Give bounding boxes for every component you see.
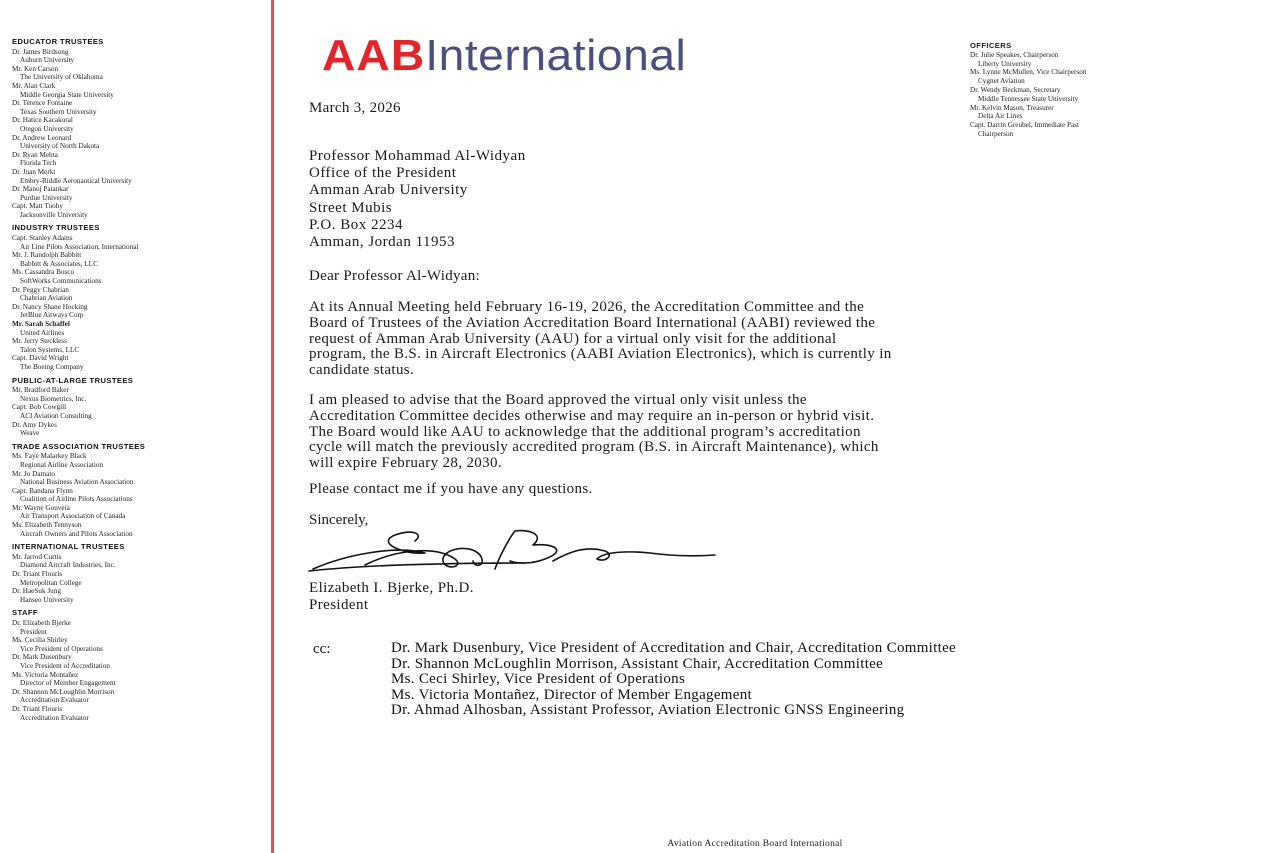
salutation: Dear Professor Al-Widyan:	[309, 268, 481, 284]
cc-item: Ms. Ceci Shirley, Vice President of Operations	[391, 671, 686, 688]
trustee-affiliation: Air Transport Association of Canada	[20, 512, 126, 521]
aabi-logo	[322, 31, 687, 80]
trustee-entry	[12, 619, 262, 636]
cc-list	[391, 641, 1261, 719]
trustee-entry	[12, 636, 262, 653]
trustee-affiliation: Director of Member Engagement	[20, 679, 116, 688]
trustee-name: Capt. Bandana Flynn	[12, 486, 73, 495]
paragraph-line: Board of Trustees of the Aviation Accreditation Board International (AABI) reviewed the	[309, 314, 876, 331]
trustee-name: Ms. Cassandra Bosco	[12, 268, 75, 277]
officers-list	[970, 42, 1260, 139]
trustee-name: Mr. Jerry Steckless	[12, 337, 67, 346]
address-line: P.O. Box 2234	[309, 216, 404, 233]
trustee-affiliation: Accreditation Evaluator	[20, 713, 89, 722]
trustee-affiliation: National Business Aviation Association	[20, 478, 134, 487]
trustee-name: Dr. James Birdsong	[12, 47, 69, 56]
trustee-affiliation: Embry-Riddle Aeronautical University	[20, 176, 132, 185]
trustee-affiliation: SoftWorks Communications	[20, 277, 102, 286]
cc-item: Dr. Shannon McLoughlin Morrison, Assistant Chair, Accreditation Committee	[391, 655, 884, 672]
trustee-group-title: PUBLIC-AT-LARGE TRUSTEES	[12, 375, 134, 385]
trustee-name: Ms. Elizabeth Tennyson	[12, 521, 82, 530]
trustee-affiliation: Jacksonville University	[20, 210, 88, 219]
trustee-name: Mr. Alan Clark	[12, 81, 56, 90]
trustee-name: Dr. Mark Dusenbury	[12, 653, 72, 662]
officer-name: Ms. Lynne McMullen, Vice Chairperson	[970, 68, 1087, 77]
logo-international: International	[425, 31, 687, 80]
trustee-affiliation: Regional Airline Association	[20, 460, 104, 469]
trustee-entry	[12, 303, 262, 320]
trustee-name: Mr. Jarrod Curtis	[12, 552, 62, 561]
trustee-group	[12, 443, 262, 539]
paragraph-line: I am pleased to advise that the Board approved the virtual only visit unless the	[309, 392, 807, 408]
trustee-entry	[12, 421, 262, 438]
officers-title: OFFICERS	[970, 41, 1012, 50]
trustee-entry	[12, 671, 262, 688]
officer-affiliation: Delta Air Lines	[978, 112, 1023, 121]
trustee-entry	[12, 653, 262, 670]
trustee-name: Mr. J. Randolph Babbitt	[12, 251, 82, 260]
trustee-affiliation: The University of Oklahoma	[20, 73, 103, 82]
trustee-entry	[12, 286, 262, 303]
letter-date: March 3, 2026	[309, 100, 401, 116]
trustee-name: Dr. Terence Fontaine	[12, 99, 73, 108]
trustee-entry	[12, 487, 262, 504]
trustee-entry	[12, 452, 262, 469]
trustee-entry	[12, 470, 262, 487]
paragraph-line: request of Amman Arab University (AAU) for a virtual only visit for the additional	[309, 330, 837, 347]
trustee-affiliation: Chabrian Aviation	[20, 294, 73, 303]
trustee-name: Capt. Stanley Adams	[12, 234, 73, 243]
address-line: Amman, Jordan 11953	[309, 234, 456, 251]
trustee-affiliation: Weave	[20, 429, 40, 438]
trustee-entry	[12, 553, 262, 570]
letterhead-divider	[271, 0, 274, 853]
trustee-name: Dr. Peggy Chabrian	[12, 285, 69, 294]
handwritten-signature	[305, 525, 725, 580]
trustee-affiliation: Air Line Pilots Association, International	[20, 242, 139, 251]
trustee-entry	[12, 570, 262, 587]
trustee-name: Mr. Wayne Gouveia	[12, 503, 70, 512]
trustee-entry	[12, 48, 262, 65]
trustee-name: Dr. Juan Merkt	[12, 167, 56, 176]
trustee-group	[12, 38, 262, 219]
closing: Sincerely,	[309, 512, 369, 528]
trustee-group-title: INTERNATIONAL TRUSTEES	[12, 542, 125, 552]
address-line: Amman Arab University	[309, 182, 468, 199]
trustee-group-title: EDUCATOR TRUSTEES	[12, 37, 104, 46]
officer-name: Capt. Darrin Greubel, Immediate Past	[970, 121, 1079, 130]
trustee-name: Dr. Elizabeth Bjerke	[12, 619, 71, 627]
paragraph-line: The Board would like AAU to acknowledge that the additional program’s accreditation	[309, 423, 861, 440]
trustee-entry	[12, 251, 262, 268]
trustee-name: Dr. HaeSuk Jung	[12, 587, 61, 596]
body-paragraph-2	[309, 393, 1259, 472]
trustee-group	[12, 609, 262, 722]
trustee-affiliation: Babbitt & Associates, LLC	[20, 259, 98, 268]
body-paragraph-1	[309, 300, 1259, 379]
trustee-entry	[12, 202, 262, 219]
trustee-affiliation: JetBlue Airways Corp	[20, 311, 84, 320]
trustee-affiliation: Auburn University	[20, 56, 75, 65]
trustee-entry	[12, 116, 262, 133]
trustee-affiliation: ACI Aviation Consulting	[20, 411, 92, 420]
trustee-entry	[12, 688, 262, 705]
officer-affiliation: Chairperson	[978, 129, 1014, 138]
trustee-group-title: INDUSTRY TRUSTEES	[12, 223, 100, 233]
trustee-name: Capt. Bob Cowgill	[12, 403, 67, 412]
signer-name: Elizabeth I. Bjerke, Ph.D.	[309, 580, 474, 596]
trustee-name: Mr. Sarah Schaffel	[12, 320, 70, 328]
trustee-entry	[12, 320, 262, 337]
paragraph-line: will expire February 28, 2030.	[309, 455, 502, 472]
trustee-affiliation: Oregon University	[20, 124, 74, 133]
trustee-name: Dr. Manoj Patankar	[12, 185, 69, 194]
trustee-entry	[12, 504, 262, 521]
trustees-sidebar	[12, 38, 262, 727]
cc-label: cc:	[313, 641, 331, 657]
trustee-entry	[12, 134, 262, 151]
trustee-group	[12, 377, 262, 438]
trustee-entry	[12, 403, 262, 420]
trustee-entry	[12, 185, 262, 202]
trustee-affiliation: The Boeing Company	[20, 362, 84, 371]
trustee-affiliation: Hanseo University	[20, 595, 74, 604]
trustee-name: Capt. David Wright	[12, 354, 69, 363]
trustee-affiliation: Nexus Biometrics, Inc.	[20, 394, 87, 403]
trustee-affiliation: Aircraft Owners and Pilots Association	[20, 529, 133, 538]
trustee-affiliation: Talon Systems, LLC	[20, 345, 80, 354]
trustee-affiliation: Middle Georgia State University	[20, 90, 114, 99]
trustee-name: Dr. Nancy Shane Hocking	[12, 302, 88, 311]
trustee-entry	[12, 386, 262, 403]
trustee-name: Ms. Faye Malarkey Black	[12, 452, 87, 461]
trustee-entry	[12, 82, 262, 99]
trustee-entry	[12, 151, 262, 168]
trustee-name: Dr. Andrew Leonard	[12, 133, 72, 142]
trustee-entry	[12, 705, 262, 722]
trustee-group-title: STAFF	[12, 608, 38, 618]
trustee-affiliation: Vice President of Accreditation	[20, 661, 110, 670]
trustee-name: Dr. Triant Flouris	[12, 704, 63, 713]
trustee-affiliation: Vice President of Operations	[20, 644, 103, 653]
trustee-affiliation: United Airlines	[20, 328, 65, 337]
cc-item: Ms. Victoria Montañez, Director of Member Engagement	[391, 686, 752, 703]
trustee-entry	[12, 268, 262, 285]
trustee-name: Dr. Shannon McLoughlin Morrison	[12, 687, 115, 696]
trustee-group	[12, 543, 262, 604]
officer-name: Dr. Wendy Beckman, Secretary	[970, 85, 1061, 94]
trustee-entry	[12, 168, 262, 185]
officer-affiliation: Cygnet Aviation	[978, 77, 1025, 86]
signer-title: President	[309, 597, 369, 613]
trustee-entry	[12, 337, 262, 354]
logo-aab: AAB	[322, 31, 426, 80]
trustee-name: Ms. Victoria Montañez	[12, 670, 79, 679]
signer-block	[309, 580, 1259, 614]
trustee-name: Dr. Ryan Mehta	[12, 150, 58, 159]
officers-entries	[970, 51, 1260, 139]
cc-item: Dr. Mark Dusenbury, Vice President of Accreditation and Chair, Accreditation Committee	[391, 640, 956, 656]
officer-affiliation: Middle Tennessee State University	[978, 94, 1079, 103]
trustee-affiliation: Accreditation Evaluator	[20, 696, 89, 705]
trustee-affiliation: Metropolitan College	[20, 578, 82, 587]
paragraph-line: cycle will match the previously accredited program (B.S. in Aircraft Maintenance), which	[309, 439, 879, 456]
trustee-group-title: TRADE ASSOCIATION TRUSTEES	[12, 441, 146, 451]
address-line: Professor Mohammad Al-Widyan	[309, 148, 526, 164]
trustee-name: Dr. Hatice Kacakoral	[12, 116, 73, 125]
trustee-entry	[12, 587, 262, 604]
trustee-name: Ms. Cecilia Shirley	[12, 636, 68, 645]
paragraph-line: At its Annual Meeting held February 16-19, 2026, the Accreditation Committee and the	[309, 299, 865, 315]
trustee-group	[12, 224, 262, 371]
trustee-entry	[12, 65, 262, 82]
body-paragraph-3: Please contact me if you have any questions.	[309, 481, 593, 497]
trustee-entry	[12, 99, 262, 116]
trustee-affiliation: University of North Dakota	[20, 142, 100, 151]
footer-org-name: Aviation Accreditation Board International	[667, 839, 843, 849]
trustee-name: Dr. Amy Dykes	[12, 420, 57, 429]
recipient-address	[309, 148, 1259, 251]
trustee-entry	[12, 354, 262, 371]
trustee-entry	[12, 234, 262, 251]
trustee-affiliation: President	[20, 627, 47, 636]
officer-name: Mr. Kelvin Mason, Treasurer	[970, 103, 1054, 112]
trustee-name: Dr. Triant Flouris	[12, 570, 63, 579]
trustee-affiliation: Florida Tech	[20, 159, 57, 168]
trustee-name: Mr. Jo Damato	[12, 469, 55, 478]
trustee-name: Mr. Ken Carson	[12, 64, 59, 73]
trustee-name: Capt. Matt Tuohy	[12, 202, 63, 211]
officer-name: Dr. Julie Speakes, Chairperson	[970, 50, 1059, 59]
trustee-name: Mr. Bradford Baker	[12, 386, 69, 395]
cc-item: Dr. Ahmad Alhosban, Assistant Professor, Aviation Electronic GNSS Engineering	[391, 702, 905, 719]
address-line: Office of the President	[309, 165, 457, 182]
address-line: Street Mubis	[309, 199, 393, 216]
trustee-affiliation: Coalition of Airline Pilots Associations	[20, 495, 133, 504]
paragraph-line: candidate status.	[309, 362, 415, 379]
paragraph-line: program, the B.S. in Aircraft Electronics (AABI Aviation Electronics), which is currently in	[309, 346, 892, 363]
trustee-affiliation: Texas Southern University	[20, 107, 97, 116]
trustee-affiliation: Purdue University	[20, 193, 73, 202]
officer-affiliation: Liberty University	[978, 59, 1032, 68]
paragraph-line: Accreditation Committee decides otherwise and may require an in-person or hybrid visit.	[309, 407, 875, 424]
trustee-entry	[12, 521, 262, 538]
trustee-affiliation: Diamond Aircraft Industries, Inc.	[20, 561, 116, 570]
